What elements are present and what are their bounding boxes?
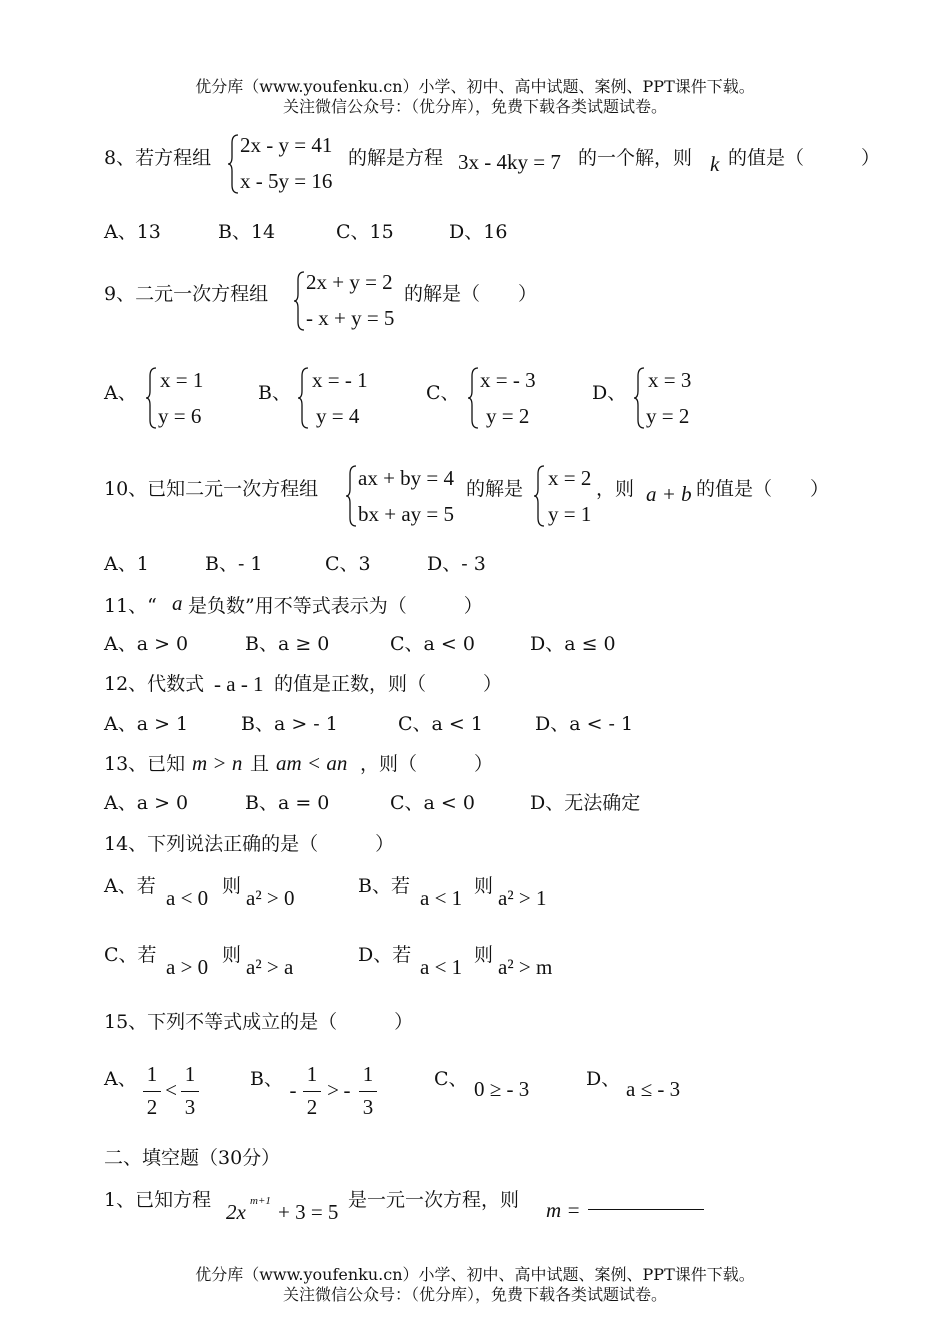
q8-option-c: C、15 xyxy=(336,221,394,243)
q12-text2: 的值是正数，则（ ） xyxy=(274,673,503,695)
fraction-bar xyxy=(303,1091,321,1092)
q13-text2: 且 xyxy=(250,753,270,775)
q15-b-op: > xyxy=(327,1078,339,1102)
q8-option-d: D、16 xyxy=(449,221,508,243)
q8-mid: 的解是方程 xyxy=(348,147,444,169)
q13-option-d: D、无法确定 xyxy=(530,792,641,814)
minus-sign: - xyxy=(343,1078,351,1102)
q15-option-b-label: B、 xyxy=(250,1068,283,1090)
header-line-1: 优分库（www.youfenku.cn）小学、初中、高中试题、案例、PPT课件下载。 xyxy=(195,77,755,96)
q10-option-a: A、1 xyxy=(104,553,149,575)
brace-icon xyxy=(144,366,158,430)
q10-mid2: ，则 xyxy=(596,478,635,500)
q10-suffix: 的值是（ ） xyxy=(696,478,830,500)
q11-var: a xyxy=(172,591,183,615)
q9-option-a-line1: x = 1 xyxy=(160,368,204,392)
brace-icon xyxy=(296,366,310,430)
q9-option-b-line1: x = - 1 xyxy=(312,368,368,392)
q8-equation: 3x - 4ky = 7 xyxy=(458,150,561,174)
q10-expr: a + b xyxy=(646,482,692,506)
q9-option-c-label: C、 xyxy=(426,382,460,404)
q15-option-d-expr: a ≤ - 3 xyxy=(626,1077,681,1101)
header-line-2: 关注微信公众号：（优分库），免费下载各类试题试卷。 xyxy=(282,97,667,116)
s2-q1-eq: 2x xyxy=(226,1200,246,1224)
q12-option-a: A、a > 1 xyxy=(104,713,189,735)
q15-text: 15、下列不等式成立的是（ ） xyxy=(104,1011,414,1033)
q12-option-b: B、a > - 1 xyxy=(241,713,338,735)
answer-blank[interactable] xyxy=(588,1209,704,1210)
q14-option-b-res: a² > 1 xyxy=(498,886,547,910)
q15-option-d-label: D、 xyxy=(586,1068,621,1090)
q9-suffix: 的解是（ ） xyxy=(404,283,538,305)
s2-q1-prefix: 1、已知方程 xyxy=(104,1189,212,1211)
footer-line-2: 关注微信公众号：（优分库），免费下载各类试题试卷。 xyxy=(282,1285,667,1304)
q12-text1: 12、代数式 xyxy=(104,673,205,695)
q13-cond1: m > n xyxy=(192,751,243,775)
q8-eq2: x - 5y = 16 xyxy=(240,169,333,193)
q15-a-den2: 3 xyxy=(184,1095,196,1119)
q9-option-b-label: B、 xyxy=(258,382,291,404)
q10-sol2: y = 1 xyxy=(548,502,592,526)
section-2-title: 二、填空题（30分） xyxy=(104,1147,281,1169)
q8-var: k xyxy=(710,152,720,176)
q11-option-d: D、a ≤ 0 xyxy=(530,633,616,655)
q14-option-b-cond: a < 1 xyxy=(420,886,463,910)
q8-eq1: 2x - y = 41 xyxy=(240,133,333,157)
q14-option-c-cond: a > 0 xyxy=(166,955,209,979)
s2-q1-exponent: m+1 xyxy=(250,1195,271,1207)
q11-option-c: C、a < 0 xyxy=(390,633,475,655)
fraction-bar xyxy=(359,1091,377,1092)
q13-option-c: C、a < 0 xyxy=(390,792,475,814)
q14-option-a-then: 则 xyxy=(222,875,242,897)
q14-option-c-res: a² > a xyxy=(246,955,294,979)
fraction-bar xyxy=(181,1091,199,1092)
s2-q1-mid: 是一元一次方程，则 xyxy=(348,1189,520,1211)
q14-option-d-res: a² > m xyxy=(498,955,553,979)
q9-option-d-line2: y = 2 xyxy=(646,404,690,428)
q13-cond2: am < an xyxy=(276,751,348,775)
q12-expr: - a - 1 xyxy=(214,672,264,696)
q13-text1: 13、已知 xyxy=(104,753,186,775)
q9-option-d-label: D、 xyxy=(592,382,627,404)
q10-mid: 的解是 xyxy=(466,478,524,500)
q11-option-b: B、a ≥ 0 xyxy=(245,633,330,655)
brace-icon xyxy=(344,464,358,528)
brace-icon xyxy=(532,464,546,528)
brace-icon xyxy=(466,366,480,430)
q8-suffix: 的值是（ ） xyxy=(728,147,881,169)
minus-sign: - xyxy=(289,1078,297,1102)
q15-a-num1: 1 xyxy=(146,1062,158,1086)
s2-q1-eq2: + 3 = 5 xyxy=(278,1200,339,1224)
q10-option-b: B、- 1 xyxy=(205,553,263,575)
q12-option-d: D、a < - 1 xyxy=(535,713,634,735)
q11-text2: 是负数”用不等式表示为（ ） xyxy=(188,595,483,617)
brace-icon xyxy=(226,133,240,195)
q15-b-num2: 1 xyxy=(362,1062,374,1086)
q9-option-a-label: A、 xyxy=(104,382,137,404)
q9-prefix: 9、二元一次方程组 xyxy=(104,283,269,305)
q14-option-d-then: 则 xyxy=(474,944,494,966)
q11-option-a: A、a > 0 xyxy=(104,633,189,655)
q15-option-c-expr: 0 ≥ - 3 xyxy=(474,1077,530,1101)
footer-line-1: 优分库（www.youfenku.cn）小学、初中、高中试题、案例、PPT课件下载。 xyxy=(195,1265,755,1284)
q8-option-b: B、14 xyxy=(218,221,276,243)
q10-eq1: ax + by = 4 xyxy=(358,466,455,490)
q10-eq2: bx + ay = 5 xyxy=(358,502,455,526)
q9-option-b-line2: y = 4 xyxy=(316,404,360,428)
q15-option-a-label: A、 xyxy=(104,1068,137,1090)
q15-b-den1: 2 xyxy=(306,1095,318,1119)
q10-prefix: 10、已知二元一次方程组 xyxy=(104,478,319,500)
q14-option-c-label: C、若 xyxy=(104,944,157,966)
q15-a-den1: 2 xyxy=(146,1095,158,1119)
q9-option-a-line2: y = 6 xyxy=(158,404,202,428)
s2-q1-var: m = xyxy=(546,1198,581,1222)
q15-option-c-label: C、 xyxy=(434,1068,468,1090)
q14-option-d-cond: a < 1 xyxy=(420,955,463,979)
q15-b-num1: 1 xyxy=(306,1062,318,1086)
q13-text3: ，则（ ） xyxy=(360,753,494,775)
q15-b-den2: 3 xyxy=(362,1095,374,1119)
q8-prefix: 8、若方程组 xyxy=(104,147,212,169)
q9-option-c-line1: x = - 3 xyxy=(480,368,536,392)
q15-a-num2: 1 xyxy=(184,1062,196,1086)
q13-option-b: B、a = 0 xyxy=(245,792,330,814)
q14-option-d-label: D、若 xyxy=(358,944,412,966)
q9-option-d-line1: x = 3 xyxy=(648,368,692,392)
q14-option-c-then: 则 xyxy=(222,944,242,966)
q9-option-c-line2: y = 2 xyxy=(486,404,530,428)
q10-option-c: C、3 xyxy=(325,553,371,575)
q11-text1: 11、“ xyxy=(104,595,157,617)
q12-option-c: C、a < 1 xyxy=(398,713,483,735)
q14-option-a-res: a² > 0 xyxy=(246,886,295,910)
q10-option-d: D、- 3 xyxy=(427,553,486,575)
fraction-bar xyxy=(143,1091,161,1092)
q14-text: 14、下列说法正确的是（ ） xyxy=(104,833,395,855)
q8-mid2: 的一个解，则 xyxy=(578,147,693,169)
brace-icon xyxy=(632,366,646,430)
brace-icon xyxy=(292,270,306,332)
q14-option-a-cond: a < 0 xyxy=(166,886,209,910)
q9-eq1: 2x + y = 2 xyxy=(306,270,393,294)
q8-option-a: A、13 xyxy=(104,221,161,243)
q14-option-b-label: B、若 xyxy=(358,875,410,897)
q14-option-b-then: 则 xyxy=(474,875,494,897)
q10-sol1: x = 2 xyxy=(548,466,592,490)
q13-option-a: A、a > 0 xyxy=(104,792,189,814)
q9-eq2: - x + y = 5 xyxy=(306,306,395,330)
q15-a-op: < xyxy=(165,1078,177,1102)
q14-option-a-label: A、若 xyxy=(104,875,156,897)
